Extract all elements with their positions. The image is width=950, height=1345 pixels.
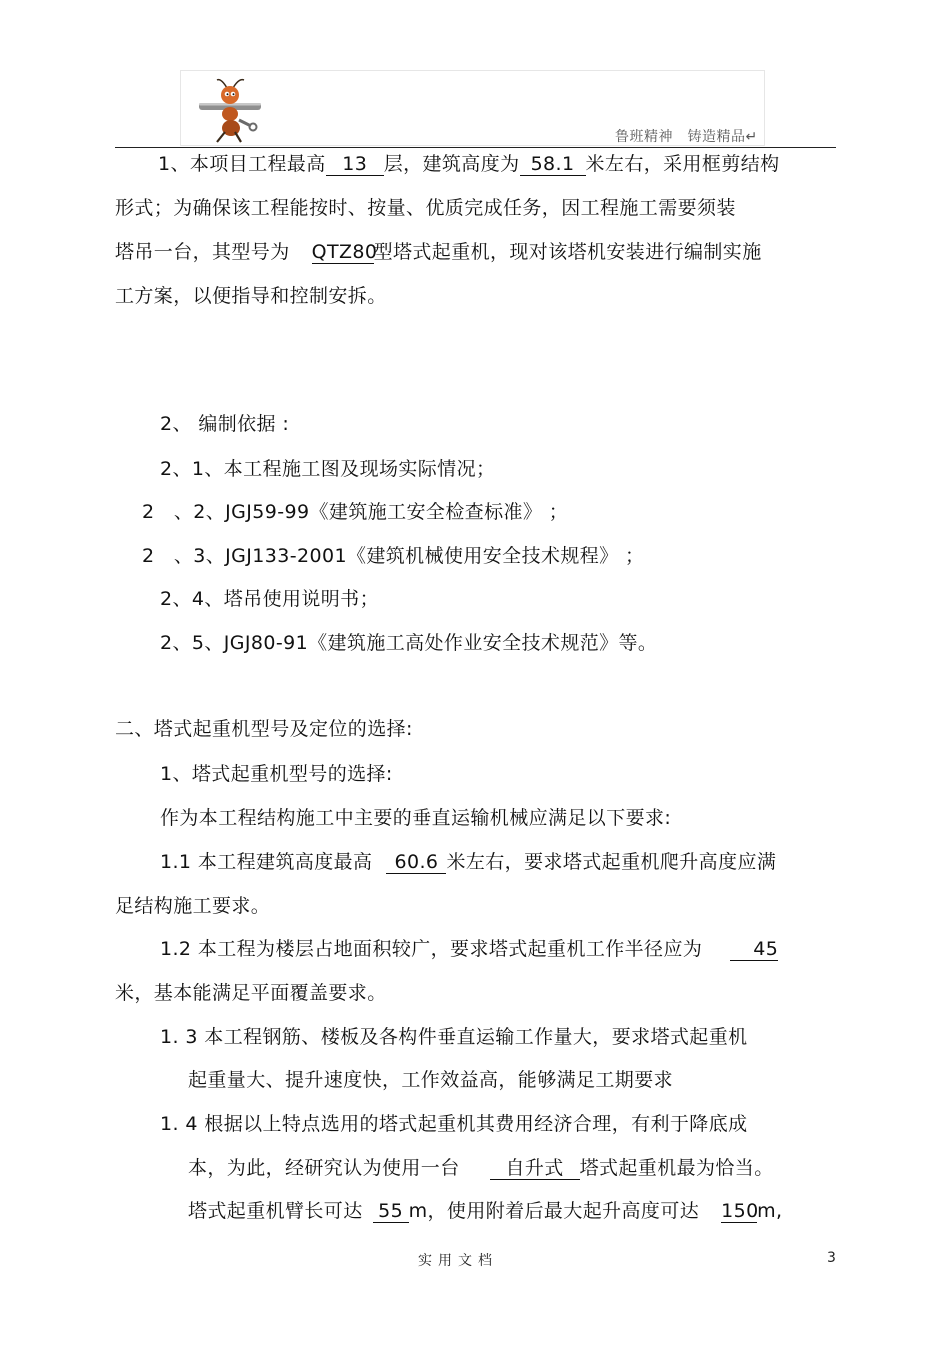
crane-type-value: 自升式 bbox=[490, 1157, 580, 1180]
text-span: 米左右，采用框剪结构 bbox=[585, 153, 780, 175]
text-span: 米左右，要求塔式起重机爬升高度应满 bbox=[446, 851, 777, 873]
text-span: 1、本项目工程最高 bbox=[158, 153, 326, 175]
text-line: 起重量大、提升速度快，工作效益高，能够满足工期要求 bbox=[188, 1069, 674, 1091]
header-slogan: 鲁班精神 铸造精品↵ bbox=[615, 129, 758, 145]
text-span: 1.1 本工程建筑高度最高 bbox=[160, 851, 373, 873]
text-span: 型塔式起重机，现对该塔机安装进行编制实施 bbox=[373, 241, 762, 263]
arm-length-value: 55 bbox=[373, 1200, 409, 1223]
text-span: 本，为此，经研究认为使用一台 bbox=[188, 1157, 460, 1179]
text-span: 塔式起重机最为恰当。 bbox=[579, 1157, 774, 1179]
text-span: 塔式起重机臂长可达 bbox=[188, 1200, 363, 1222]
floors-value: 13 bbox=[326, 153, 384, 176]
text-span: m，使用附着后最大起升高度可达 bbox=[408, 1200, 700, 1222]
text-line: 形式；为确保该工程能按时、按量、优质完成任务，因工程施工需要须装 bbox=[115, 197, 736, 219]
requirement-1-3: 1. 3 本工程钢筋、楼板及各构件垂直运输工作量大，要求塔式起重机 bbox=[160, 1026, 748, 1048]
text-line bbox=[158, 152, 780, 176]
text-span: 1.2 本工程为楼层占地面积较广，要求塔式起重机工作半径应为 bbox=[160, 938, 703, 960]
basis-item: 2、5、JGJ80-91《建筑施工高处作业安全技术规范》等。 bbox=[160, 632, 658, 654]
text-line bbox=[115, 240, 762, 264]
section-heading: 二、塔式起重机型号及定位的选择: bbox=[115, 718, 413, 740]
text-span: 塔吊一台，其型号为 bbox=[115, 241, 290, 263]
ant-mascot-logo bbox=[197, 76, 263, 144]
basis-heading: 2、 编制依据 : bbox=[160, 413, 290, 435]
subsection-heading: 1、塔式起重机型号的选择: bbox=[160, 763, 393, 785]
footer-label: 实用文档 bbox=[418, 1253, 498, 1269]
text-line bbox=[188, 1156, 774, 1180]
crane-model-value: QTZ80 bbox=[311, 241, 378, 263]
text-line: 米，基本能满足平面覆盖要求。 bbox=[115, 982, 387, 1004]
basis-item: 2 、2、JGJ59-99《建筑施工安全检查标准》 ； bbox=[142, 501, 569, 523]
basis-item: 2 、3、JGJ133-2001《建筑机械使用安全技术规程》 ； bbox=[142, 545, 645, 567]
text-span: m, bbox=[757, 1200, 783, 1222]
max-lift-height-value: 150 bbox=[721, 1200, 759, 1222]
text-line: 足结构施工要求。 bbox=[115, 895, 271, 917]
requirement-1-2 bbox=[160, 937, 778, 961]
basis-item: 2、1、本工程施工图及现场实际情况； bbox=[160, 458, 496, 480]
text-line: 作为本工程结构施工中主要的垂直运输机械应满足以下要求: bbox=[160, 807, 672, 829]
header-divider bbox=[115, 147, 836, 148]
building-height-value: 60.6 bbox=[386, 851, 446, 874]
requirement-1-1 bbox=[160, 850, 776, 874]
height-value: 58.1 bbox=[520, 153, 586, 176]
requirement-1-4: 1. 4 根据以上特点选用的塔式起重机其费用经济合理，有利于降底成 bbox=[160, 1113, 748, 1135]
text-line: 工方案，以便指导和控制安拆。 bbox=[115, 285, 387, 307]
page-number: 3 bbox=[827, 1250, 836, 1266]
basis-item: 2、4、塔吊使用说明书； bbox=[160, 588, 379, 610]
working-radius-value: 45 bbox=[730, 938, 778, 961]
text-span: 层，建筑高度为 bbox=[383, 153, 520, 175]
text-line bbox=[188, 1199, 782, 1223]
